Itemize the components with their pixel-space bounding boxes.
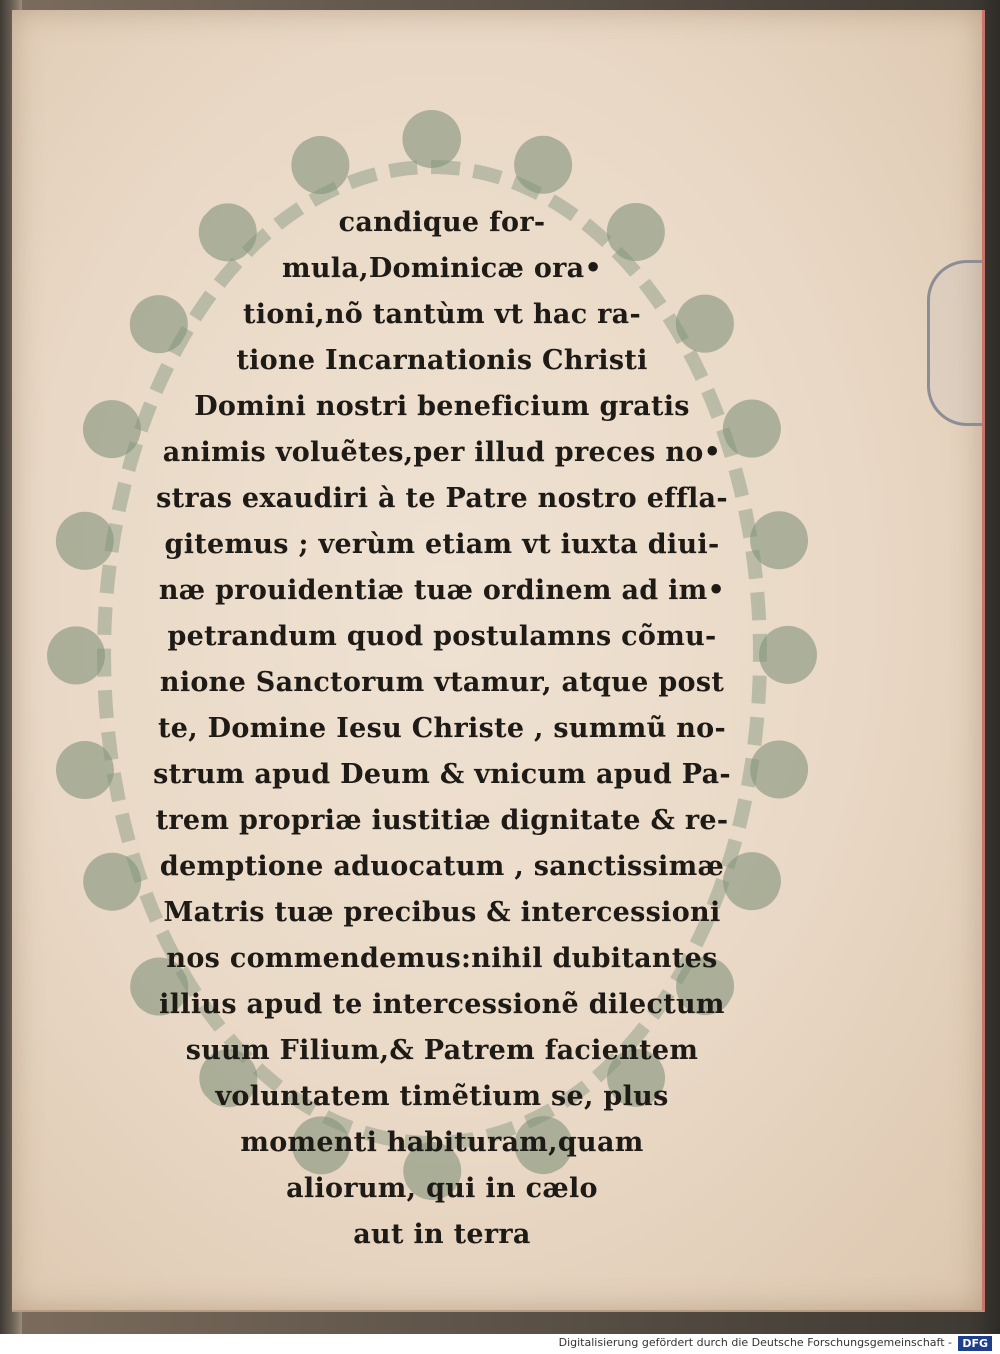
- text-line: voluntatem timẽtium se, plus: [215, 1081, 669, 1112]
- text-line: petrandum quod postulamns cõmu-: [167, 621, 717, 652]
- text-line: illius apud te intercessionẽ dilectum: [159, 989, 725, 1020]
- page-clip-mark: [927, 260, 982, 426]
- book-page: [12, 10, 985, 1312]
- text-line: Domini nostri beneficium gratis: [194, 391, 690, 422]
- dfg-logo: DFG: [958, 1336, 992, 1351]
- footer-bar: [0, 1334, 1000, 1354]
- text-line: te, Domine Iesu Christe , summũ no-: [158, 713, 726, 744]
- text-line: candique for-: [338, 207, 546, 238]
- text-line: aut in terra: [353, 1219, 531, 1250]
- digitization-credit: Digitalisierung gefördert durch die Deutsche Forschungsgemeinschaft -: [558, 1336, 952, 1349]
- text-line: mula,Dominicæ ora•: [281, 253, 603, 284]
- text-line: demptione aduocatum , sanctissimæ: [159, 851, 725, 882]
- text-line: aliorum, qui in cælo: [286, 1173, 598, 1204]
- text-line: Matris tuæ precibus & intercessioni: [163, 897, 721, 928]
- text-line: nos commendemus:nihil dubitantes: [166, 943, 718, 974]
- page-text-block: [92, 200, 792, 1250]
- text-line: animis voluẽtes,per illud preces no•: [162, 437, 722, 468]
- text-line: tione Incarnationis Christi: [236, 345, 648, 376]
- text-line: nione Sanctorum vtamur, atque post: [159, 667, 725, 698]
- text-line: gitemus ; verùm etiam vt iuxta diui-: [164, 529, 720, 560]
- text-line: stras exaudiri à te Patre nostro effla-: [156, 483, 728, 514]
- text-line: trem propriæ iustitiæ dignitate & re-: [155, 805, 729, 836]
- text-line: momenti habituram,quam: [240, 1127, 644, 1158]
- text-line: strum apud Deum & vnicum apud Pa-: [153, 759, 731, 790]
- text-line: suum Filium,& Patrem facientem: [185, 1035, 699, 1066]
- text-line: tioni,nõ tantùm vt hac ra-: [243, 299, 641, 330]
- text-line: næ prouidentiæ tuæ ordinem ad im•: [158, 575, 726, 606]
